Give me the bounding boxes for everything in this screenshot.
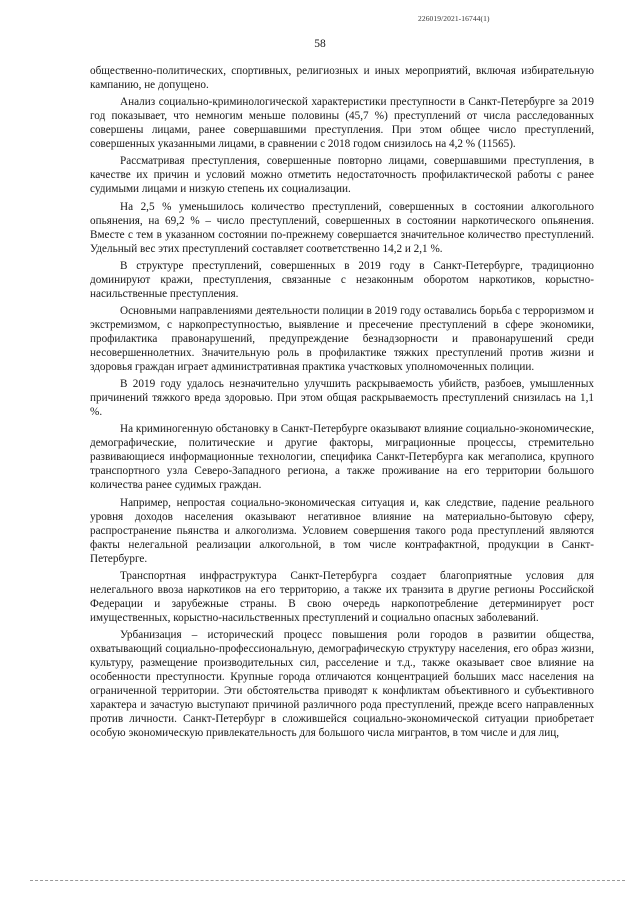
paragraph-continuation: общественно-политических, спортивных, религиозных и иных мероприятий, включая избирательную кампанию, не допущено. — [90, 65, 594, 91]
paragraph: Рассматривая преступления, совершенные повторно лицами, совершавшими преступления, в качестве их причин и условий можно отметить недостаточность профилактической работы с ранее судимыми лицами и низкую степень их социализации. — [90, 155, 594, 196]
paragraph: Анализ социально-криминологической характеристики преступности в Санкт-Петербурге за 2019 год показывает, что немногим меньше половины (45,7 %) преступлений от числа расследованных совершены лицами, ранее совершавшими преступления. При этом общее число преступлений, совершенных указанными лицами, в сравнении с 2018 годом снизилось на 4,2 % (11565). — [90, 96, 594, 151]
paragraph: Например, непростая социально-экономическая ситуация и, как следствие, падение реального уровня доходов населения оказывают негативное влияние на материально-бытовую сферу, распространение пьянства и алкоголизма. Условием совершения такого рода преступлений являются факты нелегальной реализации алкогольной, в том числе контрафактной, продукции в Санкт-Петербурге. — [90, 496, 594, 565]
paragraph: Транспортная инфраструктура Санкт-Петербурга создает благоприятные условия для нелегального ввоза наркотиков на его территорию, а также их транзита в другие регионы Российской Федерации и зарубежные страны. В свою очередь наркопотребление детерминирует рост имущественных, корыстно-насильственных преступлений и социально опасных заболеваний. — [90, 569, 594, 624]
paragraph: Урбанизация – исторический процесс повышения роли городов в развитии общества, охватывающий социально-профессиональную, демографическую структуру населения, его образ жизни, культуру, размещение производительных сил, расселение и т.д., также оказывает свое влияние на особенности преступности. Крупные города отличаются концентрацией больших масс населения на ограниченной территории. Эти обстоятельства приводят к конфликтам объективного и субъективного характера и зачастую выступают причиной различного рода преступлений, прежде всего направленных против личности. Санкт-Петербург в сложившейся социально-экономической ситуации приобретает особую экономическую привлекательность для большого числа мигрантов, в том числе и для лиц, — [90, 628, 594, 739]
paragraph: На 2,5 % уменьшилось количество преступлений, совершенных в состоянии алкогольного опьянения, на 69,2 % – число преступлений, совершенных в состоянии наркотического опьянения. Вместе с тем в указанном состоянии по-прежнему совершается значительное количество преступлений. Удельный вес этих преступлений составляет соответственно 14,2 и 2,1 %. — [90, 200, 594, 255]
page-number: 58 — [314, 38, 326, 50]
document-body — [90, 64, 594, 743]
paragraph: Основными направлениями деятельности полиции в 2019 году оставались борьба с терроризмом и экстремизмом, с наркопреступностью, выявление и пресечение преступлений в сфере экономики, профилактика правонарушений, предупреждение безнадзорности и правонарушений среди несовершеннолетних. Значительную роль в профилактике тяжких преступлений против жизни и здоровья граждан играет административная практика участковых уполномоченных полиции. — [90, 304, 594, 373]
paragraph: В 2019 году удалось незначительно улучшить раскрываемость убийств, разбоев, умышленных причинений тяжкого вреда здоровью. При этом общая раскрываемость преступлений снизилась на 1,1 %. — [90, 378, 594, 419]
paragraph: В структуре преступлений, совершенных в 2019 году в Санкт-Петербурге, традиционно доминируют кражи, преступления, связанные с незаконным оборотом наркотиков, корыстно-насильственные преступления. — [90, 259, 594, 300]
scan-bottom-edge — [30, 880, 625, 881]
document-registration-number: 226019/2021-16744(1) — [418, 14, 490, 23]
paragraph: На криминогенную обстановку в Санкт-Петербурге оказывают влияние социально-экономические, демографические, политические и другие факторы, миграционные процессы, стремительно развивающиеся информационные технологии, специфика Санкт-Петербурга как мегаполиса, крупного транспортного узла Северо-Западного региона, а также проживание на его территории большого количества ранее судимых граждан. — [90, 423, 594, 492]
